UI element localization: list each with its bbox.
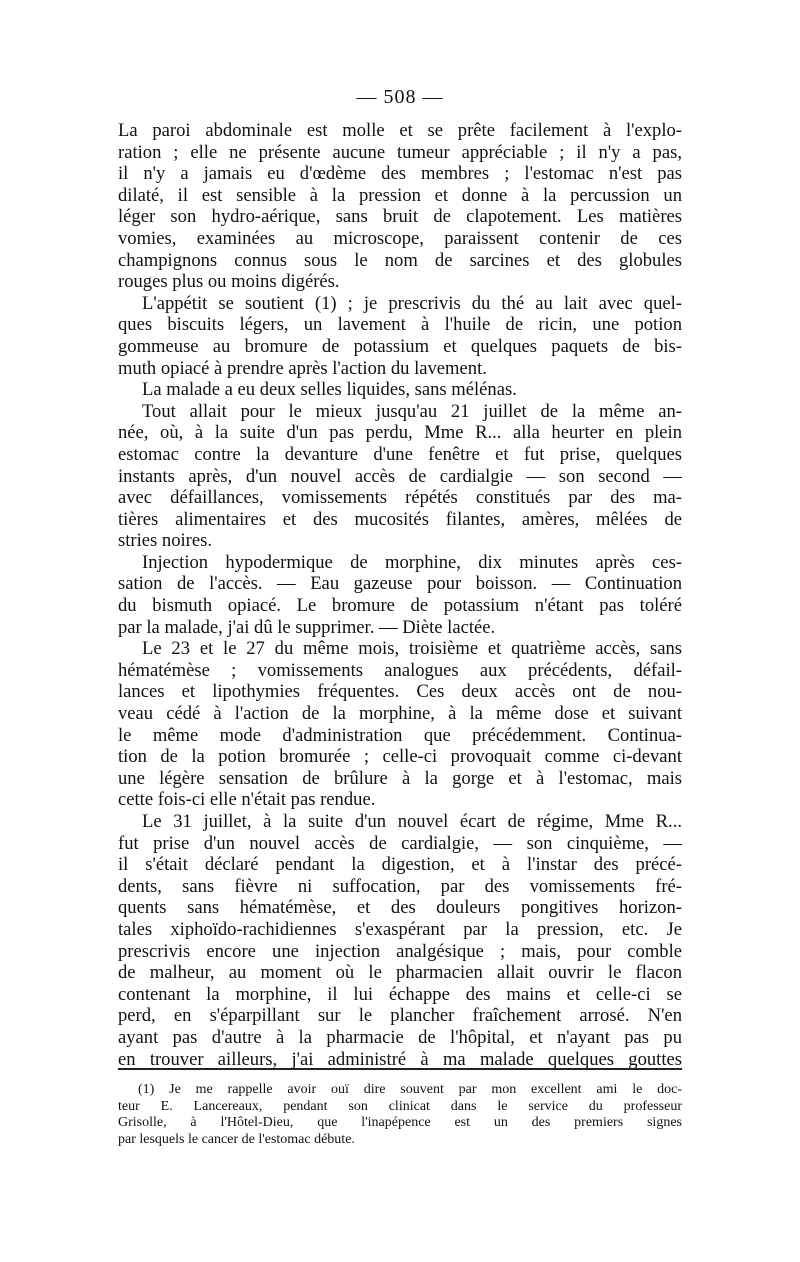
text-line: quents sans hématémèse, et des douleurs pongitives horizon- <box>118 897 682 919</box>
text-line: en trouver ailleurs, j'ai administré à ma malade quelques gouttes <box>118 1048 682 1070</box>
text-line: tion de la potion bromurée ; celle-ci provoquait comme ci-devant <box>118 746 682 768</box>
text-line: par la malade, j'ai dû le supprimer. — Diète lactée. <box>118 616 496 638</box>
text-line: hématémèse ; vomissements analogues aux précédents, défail- <box>118 659 682 681</box>
body-text <box>118 120 682 1070</box>
footnote-line: (1) Je me rappelle avoir ouï dire souvent par mon excellent ami le doc- <box>138 1082 682 1097</box>
text-line: instants après, d'un nouvel accès de cardialgie — son second — <box>118 465 682 487</box>
text-line: ration ; elle ne présente aucune tumeur appréciable ; il n'y a pas, <box>118 141 682 163</box>
text-line: L'appétit se soutient (1) ; je prescrivis du thé au lait avec quel- <box>142 292 682 314</box>
text-line: cette fois-ci elle n'était pas rendue. <box>118 789 376 811</box>
footnote-line: par lesquels le cancer de l'estomac débute. <box>118 1131 355 1147</box>
footnote-line: teur E. Lancereaux, pendant son clinicat dans le service du professeur <box>118 1098 682 1114</box>
text-line: stries noires. <box>118 530 212 552</box>
text-line: ayant pas d'autre à la pharmacie de l'hôpital, et n'ayant pas pu <box>118 1026 682 1048</box>
text-line: une légère sensation de brûlure à la gorge et à l'estomac, mais <box>118 767 682 789</box>
text-line: fut prise d'un nouvel accès de cardialgie, — son cinquième, — <box>118 832 682 854</box>
text-line: Injection hypodermique de morphine, dix minutes après ces- <box>142 551 682 573</box>
text-line: avec défaillances, vomissements répétés constitués par des ma- <box>118 487 682 509</box>
text-line: champignons connus sous le nom de sarcines et des globules <box>118 249 682 271</box>
page-number: — 508 — <box>356 86 444 108</box>
text-line: La malade a eu deux selles liquides, sans mélénas. <box>142 379 517 401</box>
footnote-divider <box>118 1068 682 1070</box>
text-line: perd, en s'éparpillant sur le plancher fraîchement arrosé. N'en <box>118 1005 682 1027</box>
text-line: sation de l'accès. — Eau gazeuse pour boisson. — Continuation <box>118 573 682 595</box>
text-line: le même mode d'administration que précédemment. Continua- <box>118 724 682 746</box>
text-line: Le 23 et le 27 du même mois, troisième et quatrième accès, sans <box>142 638 682 660</box>
text-line: ques biscuits légers, un lavement à l'huile de ricin, une potion <box>118 314 682 336</box>
text-line: tières alimentaires et des mucosités filantes, amères, mêlées de <box>118 508 682 530</box>
text-line: muth opiacé à prendre après l'action du lavement. <box>118 357 487 379</box>
footnote-line: Grisolle, à l'Hôtel-Dieu, que l'inapépence est un des premiers signes <box>118 1115 682 1130</box>
text-line: Le 31 juillet, à la suite d'un nouvel écart de régime, Mme R... <box>142 811 682 832</box>
footnote <box>118 1082 682 1148</box>
text-line: léger son hydro-aérique, sans bruit de clapotement. Les matières <box>118 206 682 228</box>
text-line: veau cédé à l'action de la morphine, à la même dose et suivant <box>118 703 682 725</box>
text-line: née, où, à la suite d'un pas perdu, Mme R... alla heurter en plein <box>118 422 682 444</box>
text-line: rouges plus ou moins digérés. <box>118 271 340 293</box>
text-line: gommeuse au bromure de potassium et quelques paquets de bis- <box>118 335 682 357</box>
text-line: dilaté, il est sensible à la pression et donne à la percussion un <box>118 184 682 206</box>
text-line: tales xiphoïdo-rachidiennes s'exaspérant par la pression, etc. Je <box>118 918 682 940</box>
text-line: contenant la morphine, il lui échappe des mains et celle-ci se <box>118 983 682 1005</box>
text-line: Tout allait pour le mieux jusqu'au 21 juillet de la même an- <box>142 400 682 422</box>
text-line: du bismuth opiacé. Le bromure de potassium n'étant pas toléré <box>118 595 682 617</box>
text-line: dents, sans fièvre ni suffocation, par des vomissements fré- <box>118 875 682 897</box>
text-line: prescrivis encore une injection analgésique ; mais, pour comble <box>118 940 682 962</box>
text-line: lances et lipothymies fréquentes. Ces deux accès ont de nou- <box>118 681 682 703</box>
text-line: il n'y a jamais eu d'œdème des membres ; l'estomac n'est pas <box>118 163 682 185</box>
text-line: La paroi abdominale est molle et se prête facilement à l'explo- <box>118 120 682 141</box>
text-line: il s'était déclaré pendant la digestion, et à l'instar des précé- <box>118 854 682 876</box>
text-line: estomac contre la devanture d'une fenêtre et fut prise, quelques <box>118 443 682 465</box>
text-line: vomies, examinées au microscope, paraissent contenir de ces <box>118 227 682 249</box>
text-line: de malheur, au moment où le pharmacien allait ouvrir le flacon <box>118 962 682 984</box>
